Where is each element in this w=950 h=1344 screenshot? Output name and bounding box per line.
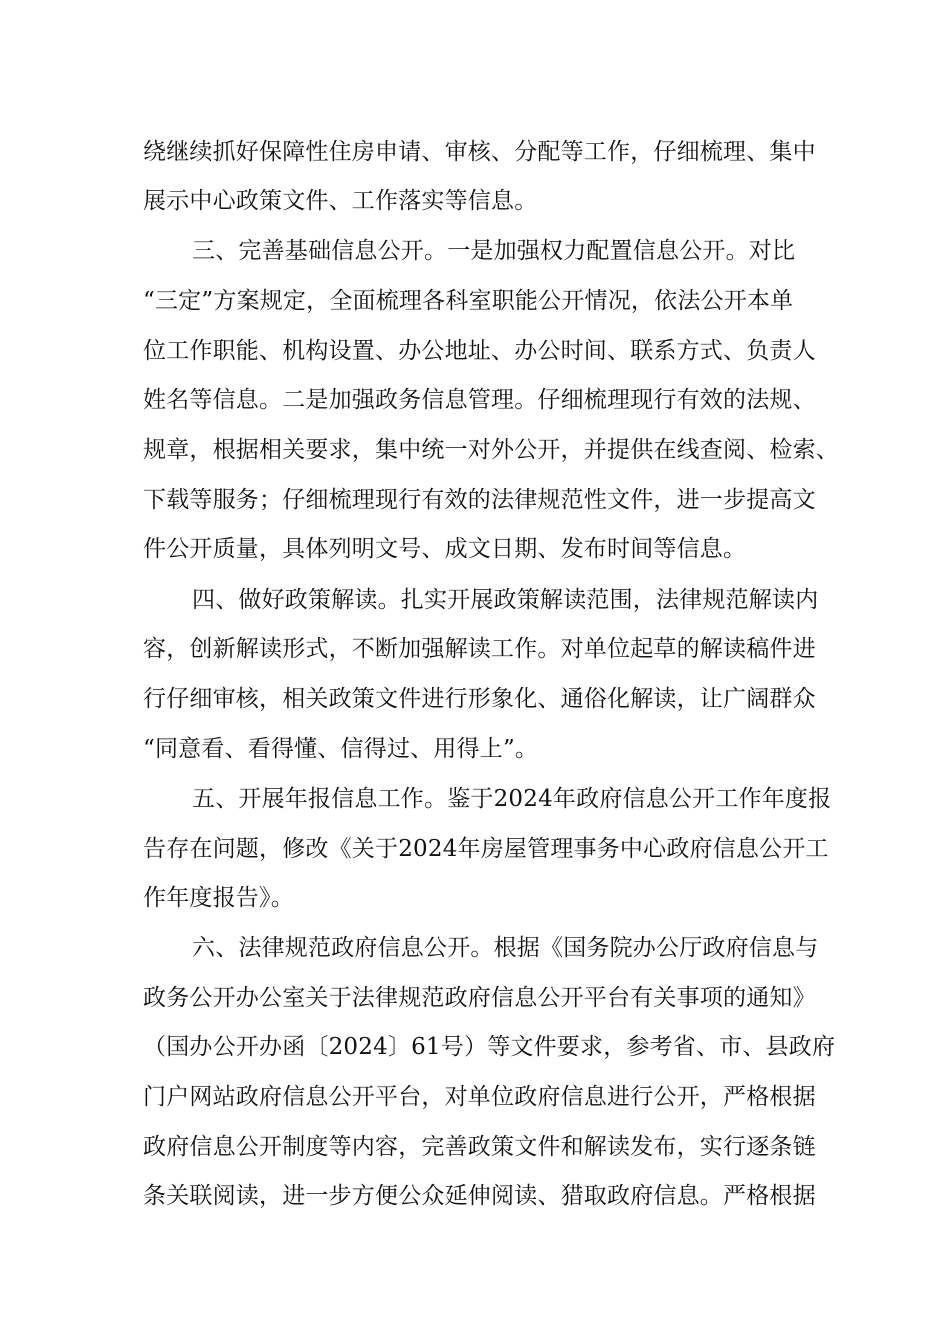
paragraph-heading-line: 六、法律规范政府信息公开。根据《国务院办公厅政府信息与 — [192, 935, 819, 961]
text-line: “三定”方案规定，全面梳理各科室职能公开情况，依法公开本单 — [143, 288, 794, 314]
text-line: “同意看、看得懂、信得过、用得上”。 — [143, 736, 539, 762]
text-line: 下载等服务；仔细梳理现行有效的法律规范性文件，进一步提高文 — [143, 487, 816, 513]
text-line: 姓名等信息。二是加强政务信息管理。仔细梳理现行有效的法规、 — [143, 387, 816, 413]
text-line: 门户网站政府信息公开平台，对单位政府信息进行公开，严格根据 — [143, 1084, 816, 1110]
text-line: 件公开质量，具体列明文号、成文日期、发布时间等信息。 — [143, 536, 747, 562]
text-line: 行仔细审核，相关政策文件进行形象化、通俗化解读，让广阔群众 — [143, 686, 816, 712]
text-line: 规章，根据相关要求，集中统一对外公开，并提供在线查阅、检索、 — [143, 437, 839, 463]
text-line: 政府信息公开制度等内容，完善政策文件和解读发布，实行逐条链 — [143, 1134, 816, 1160]
text-line: 政务公开办公室关于法律规范政府信息公开平台有关事项的通知》 — [143, 985, 816, 1011]
paragraph-heading-line: 四、做好政策解读。扎实开展政策解读范围，法律规范解读内 — [192, 587, 819, 613]
text-line: 绕继续抓好保障性住房申请、审核、分配等工作，仔细梳理、集中 — [143, 139, 816, 165]
text-line: 位工作职能、机构设置、办公地址、办公时间、联系方式、负责人 — [143, 338, 816, 364]
text-line: 条关联阅读，进一步方便公众延伸阅读、猎取政府信息。严格根据 — [143, 1183, 816, 1209]
text-line: （国办公开办函〔2024〕61号）等文件要求，参考省、市、县政府 — [143, 1034, 836, 1060]
paragraph-heading-line: 三、完善基础信息公开。一是加强权力配置信息公开。对比 — [192, 238, 796, 264]
text-line: 作年度报告》。 — [143, 885, 294, 911]
paragraph-heading-line: 五、开展年报信息工作。鉴于2024年政府信息公开工作年度报 — [192, 786, 832, 812]
text-line: 告存在问题，修改《关于2024年房屋管理事务中心政府信息公开工 — [143, 836, 829, 862]
text-line: 展示中心政策文件、工作落实等信息。 — [143, 188, 538, 214]
text-line: 容，创新解读形式，不断加强解读工作。对单位起草的解读稿件进 — [143, 636, 816, 662]
